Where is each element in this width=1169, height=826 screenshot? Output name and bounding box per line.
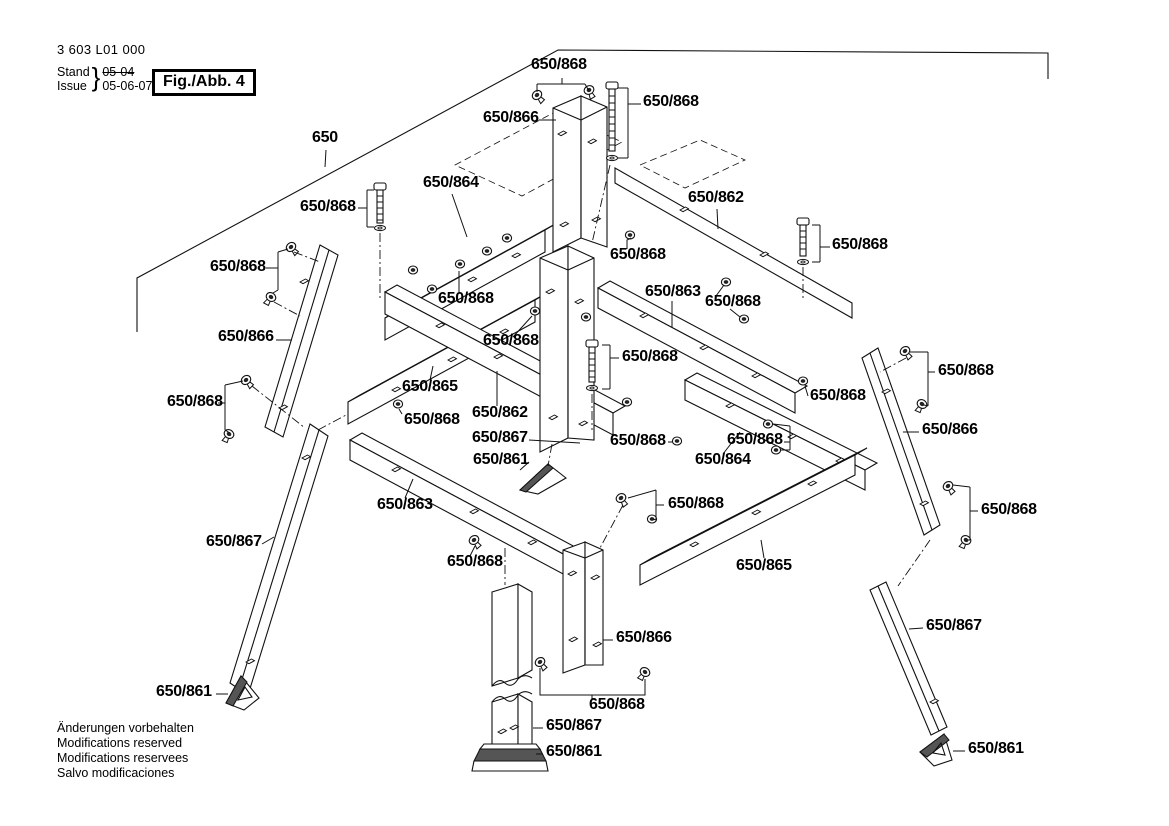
post-650-866-center xyxy=(540,246,594,452)
part-label: 650/868 xyxy=(981,501,1037,518)
part-label: 650/866 xyxy=(922,421,978,438)
screw xyxy=(636,666,652,683)
part-label: 650/867 xyxy=(546,717,602,734)
part-label: 650/868 xyxy=(483,332,539,349)
nut xyxy=(739,315,748,323)
disclaimer-line-en: Modifications reserved xyxy=(57,736,183,750)
part-label: 650/862 xyxy=(472,404,528,421)
nut xyxy=(581,313,590,321)
screw xyxy=(898,345,914,362)
part-label: 650/866 xyxy=(483,109,539,126)
disclaimer-line-de: Änderungen vorbehalten xyxy=(57,721,194,735)
part-label: 650/868 xyxy=(610,246,666,263)
part-label: 650/867 xyxy=(206,533,262,550)
leg-650-867-right-lower xyxy=(870,582,947,735)
part-label: 650/868 xyxy=(438,290,494,307)
leg-650-867-front-lower xyxy=(492,584,532,758)
nut xyxy=(408,266,417,274)
post-650-866-rear xyxy=(553,96,607,252)
part-label: 650/861 xyxy=(546,743,602,760)
screw xyxy=(941,480,957,497)
screw xyxy=(530,89,546,106)
nut xyxy=(625,231,634,239)
part-label: 650/868 xyxy=(610,432,666,449)
part-label: 650/861 xyxy=(156,683,212,700)
part-label: 650/864 xyxy=(695,451,751,468)
part-label: 650/868 xyxy=(727,431,783,448)
disclaimer-line-fr: Modifications reservees xyxy=(57,751,189,765)
part-label: 650/862 xyxy=(688,189,744,206)
nut xyxy=(622,398,631,406)
part-label: 650/865 xyxy=(736,557,792,574)
carriage-bolt xyxy=(606,82,618,161)
part-label: 650/863 xyxy=(377,496,433,513)
part-label: 650/868 xyxy=(832,236,888,253)
revision-block xyxy=(57,62,152,95)
document-part-number: 3 603 L01 000 xyxy=(57,42,146,57)
part-label: 650/868 xyxy=(404,411,460,428)
part-label: 650/868 xyxy=(531,56,587,73)
stand-label: Stand xyxy=(57,64,90,79)
part-label: 650 xyxy=(312,129,338,146)
screw xyxy=(913,398,928,414)
nut xyxy=(647,515,656,523)
part-label: 650/868 xyxy=(938,362,994,379)
nut xyxy=(763,420,772,428)
part-label: 650/865 xyxy=(402,378,458,395)
nut xyxy=(482,247,491,255)
screw xyxy=(220,428,235,444)
part-label: 650/868 xyxy=(810,387,866,404)
part-label: 650/866 xyxy=(616,629,672,646)
frame-beams xyxy=(348,168,877,585)
nut xyxy=(530,307,539,315)
disclaimer-block xyxy=(57,721,194,781)
part-label: 650/868 xyxy=(167,393,223,410)
part-label: 650/867 xyxy=(472,429,528,446)
nut xyxy=(672,437,681,445)
corner-posts xyxy=(540,96,607,673)
carriage-bolt xyxy=(797,218,809,265)
screw xyxy=(239,374,255,391)
figure-number-box: Fig./Abb. 4 xyxy=(152,69,256,96)
leg-650-867-left-lower xyxy=(230,424,328,695)
nut xyxy=(393,400,402,408)
nut xyxy=(721,278,730,286)
part-label: 650/863 xyxy=(645,283,701,300)
screw xyxy=(262,291,278,308)
part-label: 650/868 xyxy=(447,553,503,570)
nut xyxy=(502,234,511,242)
part-label: 650/868 xyxy=(300,198,356,215)
part-label: 650/861 xyxy=(473,451,529,468)
part-label: 650/866 xyxy=(218,328,274,345)
screw xyxy=(533,656,549,673)
post-650-866-front xyxy=(563,542,603,673)
foot-650-861-right xyxy=(920,734,952,766)
part-label: 650/864 xyxy=(423,174,479,191)
nut xyxy=(427,285,436,293)
nut xyxy=(798,377,807,385)
part-label: 650/868 xyxy=(643,93,699,110)
disclaimer-line-es: Salvo modificaciones xyxy=(57,766,175,780)
part-label: 650/868 xyxy=(210,258,266,275)
revision-brace: } xyxy=(91,62,101,92)
carriage-bolt xyxy=(374,183,386,231)
issue-value: 05-06-07 xyxy=(102,78,153,93)
part-label: 650/868 xyxy=(622,348,678,365)
part-label: 650/867 xyxy=(926,617,982,634)
foot-650-861-center-front xyxy=(472,744,548,771)
screw xyxy=(467,534,483,551)
nut xyxy=(455,260,464,268)
foot-650-861-center-rear xyxy=(520,464,566,494)
part-label: 650/868 xyxy=(589,696,645,713)
leg-650-866-left-upper xyxy=(265,245,338,437)
part-label: 650/868 xyxy=(668,495,724,512)
part-label: 650/868 xyxy=(705,293,761,310)
part-label: 650/861 xyxy=(968,740,1024,757)
stand-value: 05-04 xyxy=(102,64,135,79)
issue-label: Issue xyxy=(57,78,87,93)
